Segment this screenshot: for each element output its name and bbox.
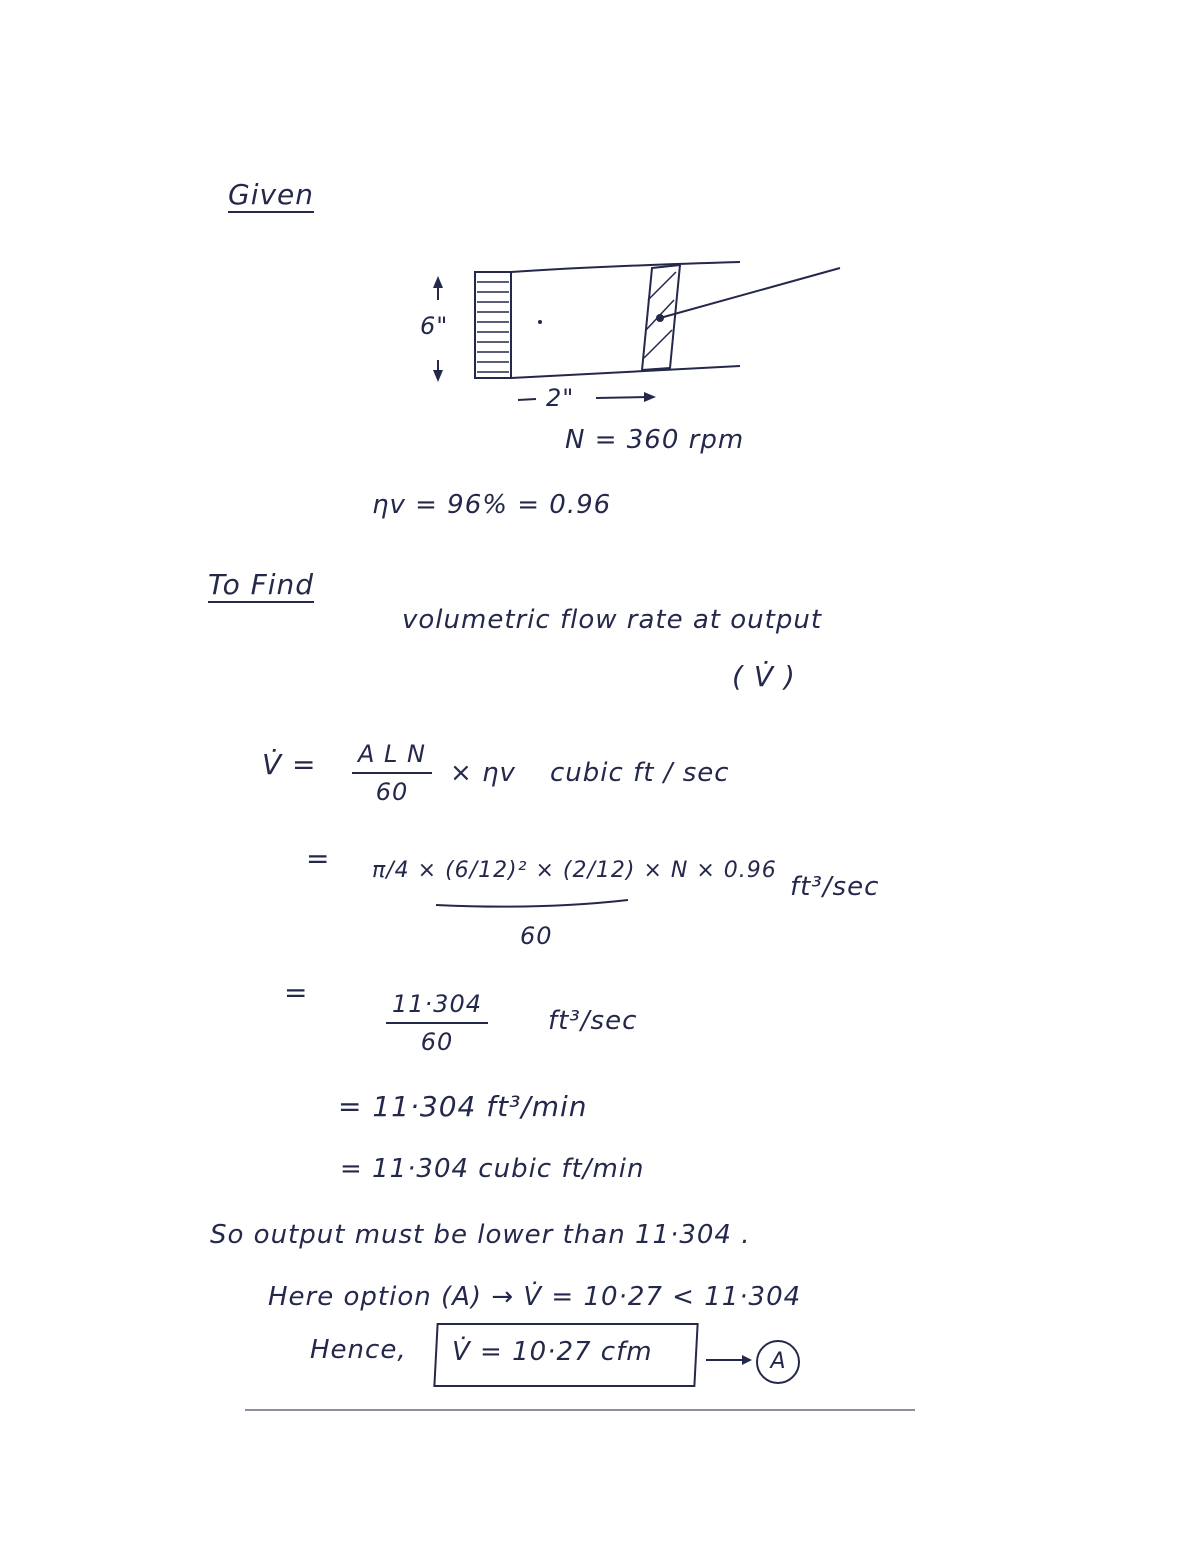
speed-value: N = 360 rpm (565, 425, 745, 455)
step3-denominator: 60 (420, 1028, 454, 1056)
option-comparison: Here option (A) → V̇ = 10·27 < 11·304 (268, 1282, 802, 1312)
to-find-description: volumetric flow rate at output (402, 605, 823, 635)
step4-result: = 11·304 ft³/min (338, 1090, 588, 1123)
step2-units: ft³/sec (790, 872, 880, 902)
length-dimension-label: 2" (546, 384, 575, 412)
step1-tail: × ηv (450, 758, 516, 788)
volumetric-efficiency: ηv = 96% = 0.96 (372, 490, 612, 520)
height-dimension-label: 6" (420, 312, 449, 340)
step1-numerator: A L N (358, 740, 426, 768)
step1-units: cubic ft / sec (550, 758, 730, 788)
step2-numerator: π/4 × (6/12)² × (2/12) × N × 0.96 (372, 858, 777, 883)
step2-denominator: 60 (520, 922, 553, 950)
step3-equals: = (284, 976, 309, 1009)
to-find-heading: To Find (208, 568, 315, 601)
step1-denominator: 60 (375, 778, 409, 806)
step2-equals: = (306, 842, 331, 875)
to-find-symbol: ( V̇ ) (732, 660, 796, 693)
final-answer: V̇ = 10·27 cfm (452, 1337, 653, 1367)
step3-numerator: 11·304 (392, 990, 482, 1018)
step1-lhs: V̇ = (262, 748, 317, 781)
conclusion-text: So output must be lower than 11·304 . (210, 1220, 751, 1250)
given-heading: Given (228, 178, 315, 211)
step5-result: = 11·304 cubic ft/min (340, 1154, 645, 1184)
step3-units: ft³/sec (548, 1006, 638, 1036)
hence-label: Hence, (310, 1335, 407, 1365)
answer-option-circle: A (756, 1340, 800, 1384)
